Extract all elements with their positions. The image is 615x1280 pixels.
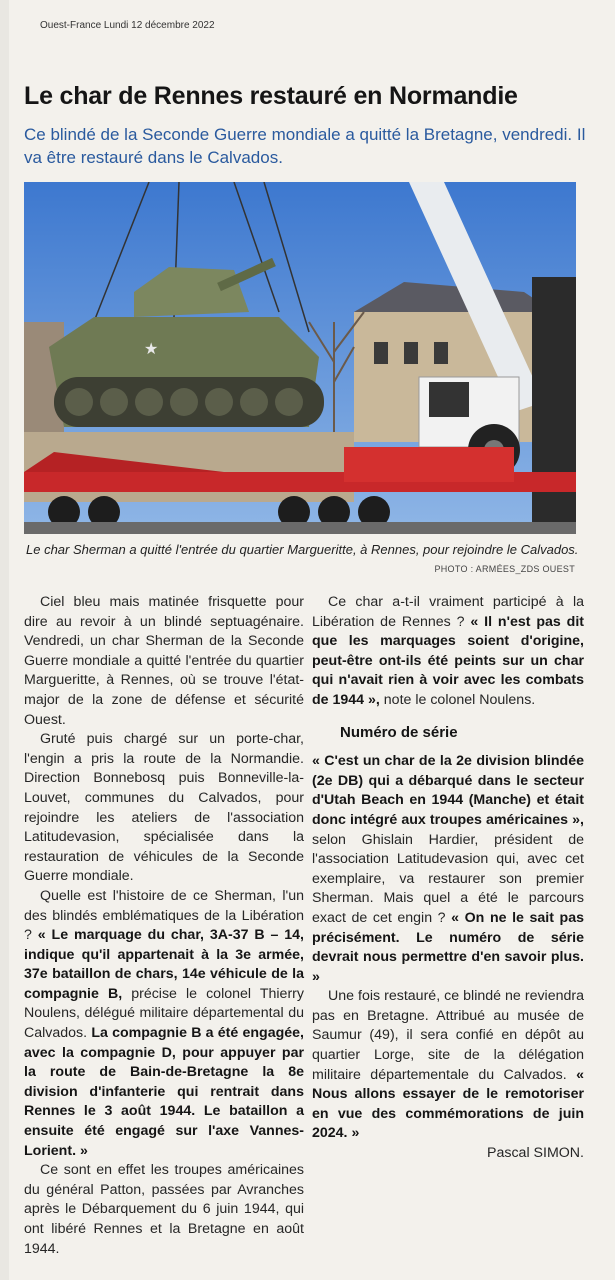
article-photo <box>24 182 576 534</box>
paragraph-1: Ciel bleu mais matinée frisquette pour dire au revoir à un blindé septuagénaire. Vendredi, un char Sherman de la Seconde Guerre mondiale a quitté l'entrée du quartier Margueritte, à Rennes, où se trouve l'état-major de la zone de défense et sécurité Ouest. <box>24 594 304 728</box>
svg-text:★: ★ <box>144 339 159 358</box>
quote-text: « Le marquage du char, 3A-37 B – 14, indique qu'il appartenait à la 3e armée, 37e bataillon de chars, 14e véhicule de la compagnie B, <box>24 927 305 1002</box>
masthead: Ouest-France Lundi 12 décembre 2022 <box>40 20 215 31</box>
paragraph-3 <box>24 887 304 1161</box>
body-text: Une fois restauré, ce blindé ne reviendra pas en Bretagne. Attribué au musée de Saumur (49), il sera confié en dépôt au quartier Lorge, site de la délégation militaire départementale du Calvados. <box>312 988 584 1083</box>
photo-caption: Le char Sherman a quitté l'entrée du quartier Margueritte, à Rennes, pour rejoindre le Calvados. <box>26 542 579 557</box>
headline: Le char de Rennes restauré en Normandie <box>24 82 518 110</box>
quote-text: « C'est un char de la 2e division blindée (2e DB) qui a débarqué dans le secteur d'Utah Beach en 1944 (Manche) et était donc intégré aux troupes américaines », <box>312 753 584 828</box>
attribution-text: note le colonel Noulens. <box>383 691 536 708</box>
attribution-text: précise le colonel Thierry Noulens, délégué militaire départemental du Calvados. <box>24 985 304 1042</box>
article-column-left <box>24 593 304 1259</box>
paragraph-6 <box>312 752 584 987</box>
quote-text: « Nous allons essayer de le remotoriser en vue des commémorations de juin 2024. » <box>312 1066 584 1142</box>
standfirst: Ce blindé de la Seconde Guerre mondiale a quitté la Bretagne, vendredi. Il va être restauré dans le Calvados. <box>24 125 586 167</box>
paragraph-7 <box>312 987 584 1144</box>
quote-text: La compagnie B a été engagée, avec la compagnie D, pour appuyer par la route de Bain-de-Bretagne la 8e division d'infanterie qui rentrait dans Rennes le 3 août 1944. Le bataillon a ensuite été engagé sur l'axe Vannes-Lorient. » <box>24 1025 304 1159</box>
subheading: Numéro de série <box>340 723 458 741</box>
paragraph-5 <box>312 593 584 711</box>
author-signature: Pascal SIMON. <box>487 1145 584 1162</box>
previous-article-edge <box>0 0 9 1280</box>
question-text: Ce char a-t-il vraiment participé à la Libération de Rennes ? <box>312 594 584 630</box>
paragraph-4: Ce sont en effet les troupes américaines du général Patton, passées par Avranches après le Débarquement du 6 juin 1944, qui ont libéré Rennes et la Bretagne en août 1944. <box>24 1162 304 1257</box>
paragraph-2: Gruté puis chargé sur un porte-char, l'engin a pris la route de la Normandie. Direction Bonnebosq puis Bonneville-la-Louvet, communes du Calvados, pour rejoindre les ateliers de l'association Latitudevasion, spécialisée dans la restauration de véhicules de la Seconde Guerre mondiale. <box>24 731 304 885</box>
question-text: Quelle est l'histoire de ce Sherman, l'un des blindés emblématiques de la Libération ? <box>24 887 304 944</box>
tank-photo-illustration <box>24 182 576 534</box>
attribution-text: selon Ghislain Hardier, président de l'association Latitudevasion qui, avec cet exemplaire, va restaurer son premier Sherman. Mais quel a été le parcours exact de cet engin ? <box>312 831 584 926</box>
quote-text: « On ne le sait pas précisément. Le numéro de série devrait nous permettre d'en savoir plus. » <box>312 909 584 985</box>
photo-credit: PHOTO : ARMÉES_ZDS OUEST <box>434 564 575 574</box>
article-column-right <box>312 593 584 1164</box>
quote-text: « Il n'est pas dit que les marquages soient d'origine, peut-être ont-ils été peints sur un char qui n'avait rien à voir avec les combats de 1944 », <box>312 613 584 708</box>
